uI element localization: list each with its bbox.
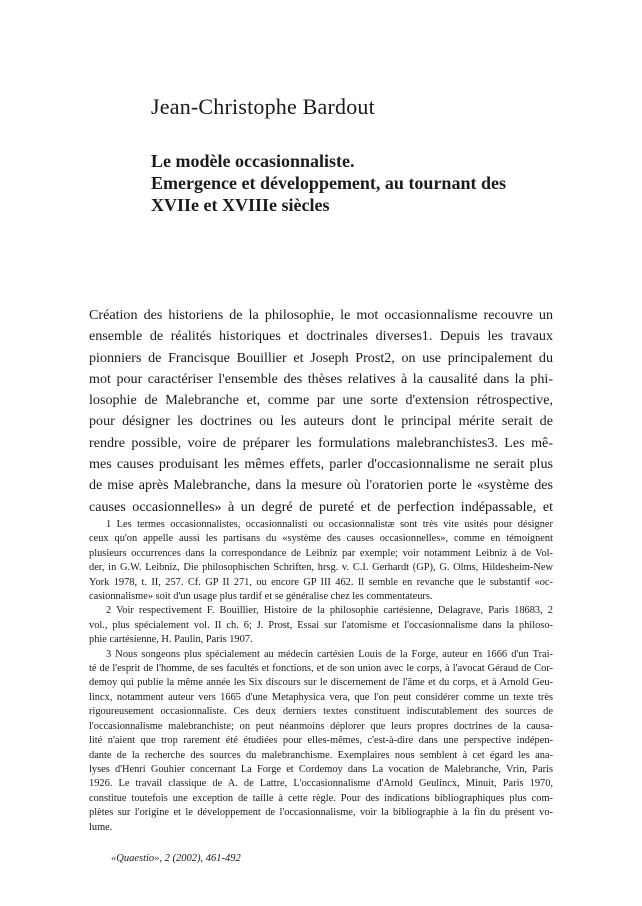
footnote-line: lité n'aient que trop rarement été étudiées pour elles-mêmes, c'est-à-dire dans une perspective indépen-: [89, 735, 553, 747]
body-line: causes occasionnelles» à un degré de pureté et de perfection indépassable, et: [89, 498, 553, 515]
title-line-3: XVIIe et XVIIIe siècles: [151, 195, 330, 215]
footnote-line: plusieurs occurrences dans la correspondance de Leibniz par exemple; voir notamment Leibniz à de Vol-: [89, 547, 553, 559]
body-line: pionniers de Francisque Bouillier et Joseph Prost2, on use principalement du: [89, 349, 553, 366]
footnote-line: 2 Voir respectivement F. Bouillier, Histoire de la philosophie cartésienne, Delagrave, Paris 18683, 2: [106, 605, 553, 617]
footnote-line: vol., plus spécialement vol. II ch. 6; J. Prost, Essai sur l'atomisme et l'occasionnalisme dans la philoso-: [89, 619, 553, 631]
footnote-line: 3 Nous songeons plus spécialement au médecin cartésien Louis de la Forge, auteur en 1666 d'un Trai-: [106, 648, 553, 660]
footnote-line: casionnalisme» soit d'un usage plus tardif et se généralise chez les commentateurs.: [89, 591, 433, 603]
footnote-line: ceux qu'on appelle aussi les partisans du «système des causes occasionnelles», comme en témoignent: [89, 533, 553, 545]
footnote-line: phie cartésienne, H. Paulin, Paris 1907.: [89, 634, 253, 646]
journal-citation: «Quaestio», 2 (2002), 461-492: [111, 853, 241, 864]
footnotes: [89, 518, 553, 835]
footnote-line: 1926. Le travail classique de A. de Lattre, L'occasionnalisme d'Arnold Geulincx, Minuit, Paris 1970,: [89, 778, 553, 790]
body-line: de mise après Malebranche, dans la mesure où l'oratorien porte le «système des: [89, 477, 553, 494]
body-paragraph: [89, 305, 553, 518]
footnote-line: l'occasionnalisme malebranchiste; on peut néanmoins déplorer que leurs propres doctrines de la causa-: [89, 720, 553, 732]
footnote-line: lume.: [89, 821, 113, 833]
footnote-line: York 1978, t. II, 257. Cf. GP II 271, ou encore GP III 462. Il semble en revanche que le substantif «oc-: [89, 576, 553, 588]
title-line-2: Emergence et développement, au tournant des: [151, 173, 506, 193]
footnote-line: lyses d'Henri Gouhier concernant La Forge et Cordemoy dans La vocation de Malebranche, Vrin, Paris: [89, 763, 553, 775]
footnote-line: lincx, notamment auteur vers 1665 d'une Metaphysica vera, que l'on peut considérer comme un texte très: [89, 691, 553, 703]
footnote-line: der, in G.W. Leibniz, Die philosophischen Schriften, hrsg. v. C.I. Gerhardt (GP), G. Olms, Hildesheim-New: [89, 562, 553, 574]
footnote-line: té de l'esprit de l'homme, de ses facultés et fonctions, et de son union avec le corps, à l'avocat Géraud de Cor-: [89, 663, 553, 675]
footnote-line: demoy qui publie la même année les Six discours sur le discernement de l'âme et du corps, et à Arnold Geu-: [89, 677, 553, 689]
body-line: ensemble de réalités historiques et doctrinales diverses1. Depuis les travaux: [89, 328, 553, 345]
body-line: losophie de Malebranche et, comme par une sorte d'extension rétrospective,: [89, 392, 553, 409]
body-line: rendre possible, voire de préparer les formulations malebranchistes3. Les mê-: [89, 434, 553, 451]
body-line: pour désigner les doctrines ou les auteurs dont le principal mérite serait de: [89, 413, 553, 430]
body-line: Création des historiens de la philosophie, le mot occasionnalisme recouvre un: [89, 307, 553, 323]
title-line-1: Le modèle occasionnaliste.: [151, 151, 355, 171]
footnote-line: plètes sur l'origine et le développement de l'occasionnalisme, voir la bibliographie à la fin du présent vo-: [89, 807, 553, 819]
body-line: mot pour caractériser l'ensemble des thèses relatives à la causalité dans la phi-: [89, 370, 553, 387]
footnote-line: constitue toutefois une exception de taille à cette règle. Pour des indications bibliographiques plus com-: [89, 792, 553, 804]
article-title: [151, 150, 611, 216]
footnote-line: rigoureusement occasionnaliste. Ces deux derniers textes constituent indiscutablement des sources de: [89, 706, 553, 718]
body-line: mes causes produisant les mêmes effets, parler d'occasionnalisme ne serait plus: [89, 456, 553, 473]
footnote-line: dante de la recherche des sources du malebranchisme. Exemplaires nous semblent à cet égard les ana-: [89, 749, 553, 761]
footnote-line: 1 Les termes occasionnalistes, occasionnalisti ou occasionnalistæ sont très vite usités pour désigner: [106, 519, 553, 530]
author-name: Jean-Christophe Bardout: [151, 94, 375, 119]
